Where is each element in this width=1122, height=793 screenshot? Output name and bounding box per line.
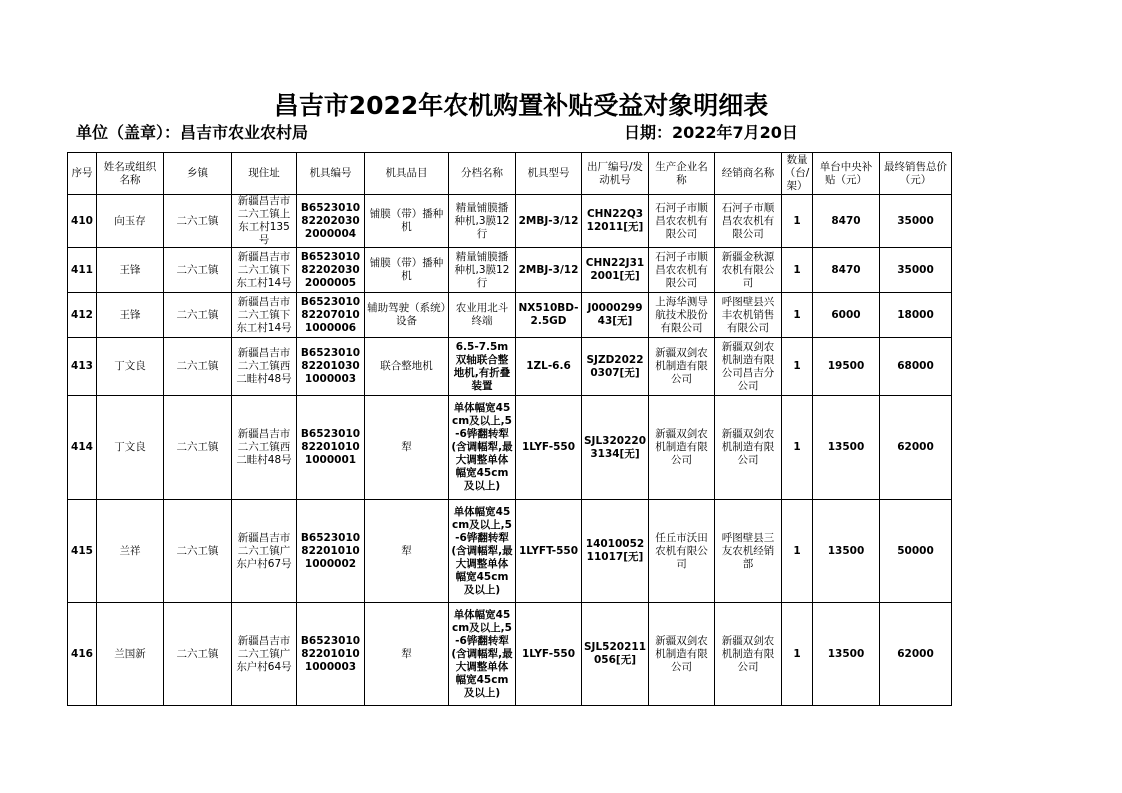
cell-subsidy: 13500 bbox=[813, 396, 880, 500]
cell-grade: 精量铺膜播种机,3膜12行 bbox=[449, 248, 516, 293]
cell-dealer: 石河子市顺昌农农机有限公司 bbox=[715, 195, 782, 248]
cell-price: 62000 bbox=[880, 603, 952, 706]
cell-qty: 1 bbox=[782, 248, 813, 293]
col-header-no: 序号 bbox=[68, 153, 97, 195]
cell-code: B6523010822010101000002 bbox=[297, 500, 365, 603]
cell-price: 68000 bbox=[880, 338, 952, 396]
table-row bbox=[68, 603, 952, 706]
cell-item: 铺膜（带）播种机 bbox=[365, 248, 449, 293]
cell-name: 王锋 bbox=[97, 293, 164, 338]
cell-dealer: 新疆双剑农机制造有限公司 bbox=[715, 603, 782, 706]
col-header-model: 机具型号 bbox=[516, 153, 582, 195]
cell-address: 新疆昌吉市二六工镇广东户村64号 bbox=[232, 603, 297, 706]
col-header-serial: 出厂编号/发动机号 bbox=[582, 153, 649, 195]
cell-name: 王锋 bbox=[97, 248, 164, 293]
cell-qty: 1 bbox=[782, 195, 813, 248]
cell-price: 62000 bbox=[880, 396, 952, 500]
cell-dealer: 呼图壁县兴丰农机销售有限公司 bbox=[715, 293, 782, 338]
cell-no: 410 bbox=[68, 195, 97, 248]
cell-no: 412 bbox=[68, 293, 97, 338]
cell-subsidy: 8470 bbox=[813, 195, 880, 248]
col-header-dealer: 经销商名称 bbox=[715, 153, 782, 195]
cell-model: 1LYF-550 bbox=[516, 396, 582, 500]
cell-address: 新疆昌吉市二六工镇广东户村67号 bbox=[232, 500, 297, 603]
header-row bbox=[68, 153, 952, 195]
cell-code: B6523010822010101000003 bbox=[297, 603, 365, 706]
cell-code: B6523010822010101000001 bbox=[297, 396, 365, 500]
cell-grade: 精量铺膜播种机,3膜12行 bbox=[449, 195, 516, 248]
cell-qty: 1 bbox=[782, 500, 813, 603]
cell-name: 兰国新 bbox=[97, 603, 164, 706]
cell-address: 新疆昌吉市二六工镇西二畦村48号 bbox=[232, 396, 297, 500]
cell-qty: 1 bbox=[782, 293, 813, 338]
cell-serial: SJL520211056[无] bbox=[582, 603, 649, 706]
subsidy-table bbox=[67, 152, 952, 706]
cell-model: 1ZL-6.6 bbox=[516, 338, 582, 396]
cell-name: 兰祥 bbox=[97, 500, 164, 603]
table-row bbox=[68, 248, 952, 293]
col-header-qty: 数量（台/架） bbox=[782, 153, 813, 195]
cell-maker: 石河子市顺昌农农机有限公司 bbox=[649, 248, 715, 293]
cell-maker: 石河子市顺昌农农机有限公司 bbox=[649, 195, 715, 248]
cell-serial: J000029943[无] bbox=[582, 293, 649, 338]
cell-code: B6523010822020302000004 bbox=[297, 195, 365, 248]
cell-qty: 1 bbox=[782, 338, 813, 396]
cell-dealer: 新疆双剑农机制造有限公司 bbox=[715, 396, 782, 500]
cell-town: 二六工镇 bbox=[164, 500, 232, 603]
unit-label: 单位（盖章）：昌吉市农业农村局 bbox=[76, 123, 309, 142]
cell-address: 新疆昌吉市二六工镇上东工村135号 bbox=[232, 195, 297, 248]
cell-code: B6523010822010301000003 bbox=[297, 338, 365, 396]
cell-address: 新疆昌吉市二六工镇下东工村14号 bbox=[232, 248, 297, 293]
cell-name: 丁文良 bbox=[97, 338, 164, 396]
cell-model: 1LYF-550 bbox=[516, 603, 582, 706]
cell-dealer: 新疆双剑农机制造有限公司昌吉分公司 bbox=[715, 338, 782, 396]
cell-model: 1LYFT-550 bbox=[516, 500, 582, 603]
cell-serial: 1401005211017[无] bbox=[582, 500, 649, 603]
cell-price: 35000 bbox=[880, 248, 952, 293]
cell-item: 犁 bbox=[365, 396, 449, 500]
cell-item: 辅助驾驶（系统）设备 bbox=[365, 293, 449, 338]
page-title: 昌吉市2022年农机购置补贴受益对象明细表 bbox=[273, 91, 769, 120]
table-row bbox=[68, 293, 952, 338]
cell-serial: CHN22Q312011[无] bbox=[582, 195, 649, 248]
cell-grade: 单体幅宽45cm及以上,5-6铧翻转犁(含调幅犁,最大调整单体幅宽45cm及以上) bbox=[449, 603, 516, 706]
cell-address: 新疆昌吉市二六工镇西二畦村48号 bbox=[232, 338, 297, 396]
cell-name: 丁文良 bbox=[97, 396, 164, 500]
cell-grade: 农业用北斗终端 bbox=[449, 293, 516, 338]
cell-no: 411 bbox=[68, 248, 97, 293]
col-header-item: 机具品目 bbox=[365, 153, 449, 195]
cell-town: 二六工镇 bbox=[164, 338, 232, 396]
table-row bbox=[68, 195, 952, 248]
cell-subsidy: 6000 bbox=[813, 293, 880, 338]
cell-model: 2MBJ-3/12 bbox=[516, 195, 582, 248]
cell-maker: 新疆双剑农机制造有限公司 bbox=[649, 338, 715, 396]
cell-model: NX510BD-2.5GD bbox=[516, 293, 582, 338]
cell-grade: 单体幅宽45cm及以上,5-6铧翻转犁(含调幅犁,最大调整单体幅宽45cm及以上) bbox=[449, 500, 516, 603]
table-row bbox=[68, 396, 952, 500]
cell-price: 18000 bbox=[880, 293, 952, 338]
cell-qty: 1 bbox=[782, 396, 813, 500]
table-row bbox=[68, 500, 952, 603]
cell-no: 413 bbox=[68, 338, 97, 396]
col-header-town: 乡镇 bbox=[164, 153, 232, 195]
cell-price: 50000 bbox=[880, 500, 952, 603]
cell-item: 铺膜（带）播种机 bbox=[365, 195, 449, 248]
cell-address: 新疆昌吉市二六工镇下东工村14号 bbox=[232, 293, 297, 338]
date-label: 日期：2022年7月20日 bbox=[624, 123, 798, 142]
cell-town: 二六工镇 bbox=[164, 195, 232, 248]
cell-serial: SJL3202203134[无] bbox=[582, 396, 649, 500]
cell-grade: 单体幅宽45cm及以上,5-6铧翻转犁(含调幅犁,最大调整单体幅宽45cm及以上) bbox=[449, 396, 516, 500]
col-header-maker: 生产企业名称 bbox=[649, 153, 715, 195]
cell-maker: 新疆双剑农机制造有限公司 bbox=[649, 603, 715, 706]
cell-price: 35000 bbox=[880, 195, 952, 248]
col-header-address: 现住址 bbox=[232, 153, 297, 195]
cell-code: B6523010822020302000005 bbox=[297, 248, 365, 293]
cell-dealer: 新疆金秋源农机有限公司 bbox=[715, 248, 782, 293]
cell-item: 联合整地机 bbox=[365, 338, 449, 396]
cell-serial: SJZD20220307[无] bbox=[582, 338, 649, 396]
cell-item: 犁 bbox=[365, 500, 449, 603]
cell-dealer: 呼图壁县三友农机经销部 bbox=[715, 500, 782, 603]
cell-no: 414 bbox=[68, 396, 97, 500]
col-header-grade: 分档名称 bbox=[449, 153, 516, 195]
cell-subsidy: 13500 bbox=[813, 500, 880, 603]
cell-maker: 上海华测导航技术股份有限公司 bbox=[649, 293, 715, 338]
cell-code: B6523010822070101000006 bbox=[297, 293, 365, 338]
cell-town: 二六工镇 bbox=[164, 293, 232, 338]
cell-town: 二六工镇 bbox=[164, 396, 232, 500]
table-row bbox=[68, 338, 952, 396]
cell-subsidy: 13500 bbox=[813, 603, 880, 706]
col-header-subsidy: 单台中央补贴（元） bbox=[813, 153, 880, 195]
cell-subsidy: 19500 bbox=[813, 338, 880, 396]
cell-maker: 任丘市沃田农机有限公司 bbox=[649, 500, 715, 603]
cell-no: 415 bbox=[68, 500, 97, 603]
col-header-code: 机具编号 bbox=[297, 153, 365, 195]
cell-town: 二六工镇 bbox=[164, 248, 232, 293]
cell-qty: 1 bbox=[782, 603, 813, 706]
cell-serial: CHN22J312001[无] bbox=[582, 248, 649, 293]
cell-item: 犁 bbox=[365, 603, 449, 706]
cell-grade: 6.5-7.5m双轴联合整地机,有折叠装置 bbox=[449, 338, 516, 396]
cell-subsidy: 8470 bbox=[813, 248, 880, 293]
col-header-name: 姓名或组织名称 bbox=[97, 153, 164, 195]
cell-maker: 新疆双剑农机制造有限公司 bbox=[649, 396, 715, 500]
cell-town: 二六工镇 bbox=[164, 603, 232, 706]
cell-no: 416 bbox=[68, 603, 97, 706]
cell-model: 2MBJ-3/12 bbox=[516, 248, 582, 293]
cell-name: 向玉存 bbox=[97, 195, 164, 248]
col-header-price: 最终销售总价（元） bbox=[880, 153, 952, 195]
